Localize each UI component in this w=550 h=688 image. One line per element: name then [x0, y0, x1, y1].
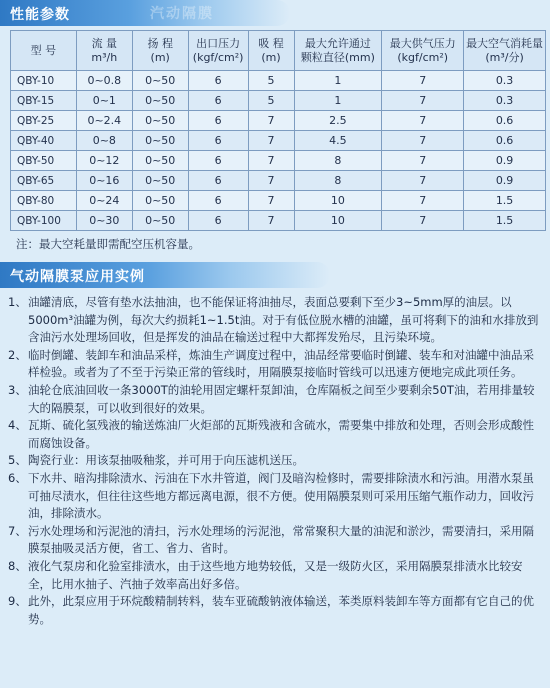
table-cell: 0.6: [464, 131, 546, 151]
table-cell: 7: [382, 171, 464, 191]
application-list: [8, 294, 544, 628]
table-cell: 5: [248, 71, 294, 91]
column-header: [382, 31, 464, 71]
table-cell: 0~30: [76, 211, 132, 231]
column-header-label: 出口压力: [196, 36, 241, 50]
table-cell: 0.9: [464, 171, 546, 191]
table-row: [11, 71, 546, 91]
column-header-label: 流 量: [91, 36, 118, 50]
table-cell: 0.3: [464, 91, 546, 111]
section-title: 气动隔膜泵应用实例: [10, 269, 145, 285]
table-cell: 0~50: [132, 91, 188, 111]
table-cell: 7: [382, 151, 464, 171]
table-cell: 1.5: [464, 211, 546, 231]
table-cell: 7: [248, 111, 294, 131]
table-cell: 2.5: [294, 111, 382, 131]
table-cell: 0~50: [132, 171, 188, 191]
spec-table: [10, 30, 546, 231]
table-cell: 1: [294, 91, 382, 111]
table-cell: 0~24: [76, 191, 132, 211]
table-cell: 7: [248, 151, 294, 171]
table-cell: 6: [188, 191, 248, 211]
model-cell: QBY-80: [11, 191, 77, 211]
table-cell: 7: [248, 211, 294, 231]
table-row: [11, 171, 546, 191]
column-header: [248, 31, 294, 71]
column-header-label: 最大允许通过: [304, 36, 371, 50]
list-item: [8, 523, 544, 558]
table-cell: 8: [294, 171, 382, 191]
list-item-text: 油罐清底，尽管有垫水法抽油，也不能保证将油抽尽，表面总要剩下至少3~5mm厚的油层。以5000m³油罐为例，每次大约损耗1~1.5t油。对于有低位脱水槽的油罐，虽可将剩下的油和水排放到含油污水处理场回收，但是挥发的油品在输送过程中大都挥发殆尽，且污染环境。: [28, 295, 539, 345]
table-cell: 6: [188, 151, 248, 171]
column-header: [11, 31, 77, 71]
table-cell: 0.6: [464, 111, 546, 131]
list-item-text: 下水井、暗沟排除渍水、污油在下水井管道，阀门及暗沟检修时，需要排除渍水和污油。用潜水泵虽可抽尽渍水，但往往这些地方都远离电源，很不方便。使用隔膜泵则可采用压缩气瓶作动力，回收污油，排除渍水。: [28, 470, 534, 521]
list-item: [8, 347, 544, 382]
table-cell: 10: [294, 191, 382, 211]
table-cell: 7: [248, 131, 294, 151]
list-item-text: 污水处理场和污泥池的清扫，污水处理场的污泥池，常常聚积大量的油泥和淤沙，需要清扫，采用隔膜泵抽吸灵活方便，省工、省力、省时。: [28, 523, 534, 556]
table-cell: 6: [188, 131, 248, 151]
table-cell: 4.5: [294, 131, 382, 151]
table-row: [11, 211, 546, 231]
column-header-unit: (m): [150, 50, 170, 64]
column-header: [294, 31, 382, 71]
table-cell: 7: [382, 131, 464, 151]
spec-table-body: [11, 71, 546, 231]
table-cell: 7: [382, 211, 464, 231]
table-cell: 0.9: [464, 151, 546, 171]
list-item-number: 9、: [8, 594, 27, 609]
table-cell: 0~1: [76, 91, 132, 111]
list-item-text: 液化气泵房和化验室排渍水，由于这些地方地势较低，又是一级防火区，采用隔膜泵排渍水比较安全，比用水抽子、汽抽子效率高出好多倍。: [28, 558, 523, 591]
column-header: [76, 31, 132, 71]
table-row: [11, 111, 546, 131]
list-item-text: 陶瓷行业：用该泵抽吸釉浆，并可用于向压滤机送压。: [28, 453, 304, 468]
list-item: [8, 558, 544, 593]
list-item-text: 油轮仓底油回收一条3000T的油轮用固定螺杆泵卸油，仓库隔板之间至少要剩余50T油，若用排量较大的隔膜泵，可以收到很好的效果。: [28, 382, 535, 415]
model-cell: QBY-25: [11, 111, 77, 131]
table-cell: 6: [188, 211, 248, 231]
model-cell: QBY-50: [11, 151, 77, 171]
table-cell: 0~50: [132, 111, 188, 131]
list-item-number: 2、: [8, 347, 27, 362]
model-cell: QBY-15: [11, 91, 77, 111]
table-cell: 7: [248, 171, 294, 191]
table-cell: 7: [382, 111, 464, 131]
column-header-unit: (kgf/cm²): [192, 50, 244, 64]
table-cell: 0~50: [132, 131, 188, 151]
spec-table-header: [11, 31, 546, 71]
list-item: [8, 593, 544, 628]
list-item-number: 3、: [8, 382, 27, 397]
table-cell: 1: [294, 71, 382, 91]
table-cell: 0~0.8: [76, 71, 132, 91]
column-header-unit: (m): [261, 50, 281, 64]
table-cell: 8: [294, 151, 382, 171]
table-cell: 7: [382, 71, 464, 91]
table-cell: 0~12: [76, 151, 132, 171]
list-item: [8, 452, 544, 470]
section-header-applications: [0, 262, 330, 288]
table-cell: 0~50: [132, 71, 188, 91]
section-title-ghost: 汽动隔膜: [150, 6, 214, 22]
column-header: [188, 31, 248, 71]
column-header-unit: m³/h: [91, 50, 118, 64]
column-header-label: 最大空气消耗量: [466, 36, 544, 50]
column-header: [464, 31, 546, 71]
table-note: 注：最大空耗量即需配空压机容量。: [16, 237, 200, 251]
list-item-number: 5、: [8, 453, 27, 468]
model-cell: QBY-10: [11, 71, 77, 91]
list-item-number: 1、: [8, 295, 27, 309]
table-cell: 7: [382, 91, 464, 111]
table-cell: 0~2.4: [76, 111, 132, 131]
list-item-number: 7、: [8, 523, 27, 538]
column-header-label: 最大供气压力: [389, 36, 456, 50]
list-item: [8, 470, 544, 523]
table-cell: 6: [188, 71, 248, 91]
list-item: [8, 382, 544, 417]
table-cell: 0~50: [132, 151, 188, 171]
list-item-text: 瓦斯、硫化氢残液的输送炼油厂火炬部的瓦斯残液和含硫水，需要集中排放和处理，否则会形成酸性而腐蚀设备。: [28, 418, 534, 450]
list-item-text: 此外，此泵应用于环烷酸精制转料，装车亚硫酸钠液体输送，苯类原料装卸车等方面都有它自己的优势。: [28, 594, 534, 626]
table-row: [11, 91, 546, 111]
table-cell: 7: [382, 191, 464, 211]
table-cell: 0~50: [132, 211, 188, 231]
table-row: [11, 191, 546, 211]
column-header-unit: 颗粒直径(mm): [300, 50, 375, 64]
list-item-text: 临时倒罐、装卸车和油品采样，炼油生产调度过程中，油品经常要临时倒罐、装车和对油罐中油品采样检验。或者为了不至于污染正常的管线时，用隔膜泵接临时管线可以迅速方便地完成此项任务。: [28, 347, 534, 380]
model-cell: QBY-100: [11, 211, 77, 231]
table-cell: 0~8: [76, 131, 132, 151]
section-title: 性能参数: [10, 7, 70, 23]
column-header-label: 扬 程: [147, 36, 173, 50]
table-cell: 6: [188, 91, 248, 111]
column-header-unit: (m³/分): [485, 50, 524, 64]
table-cell: 0~16: [76, 171, 132, 191]
list-item: [8, 417, 544, 452]
table-cell: 7: [248, 191, 294, 211]
table-cell: 6: [188, 171, 248, 191]
list-item-number: 4、: [8, 418, 27, 433]
list-item-number: 6、: [8, 470, 27, 485]
table-row: [11, 151, 546, 171]
column-header: [132, 31, 188, 71]
list-item: [8, 294, 544, 347]
model-cell: QBY-40: [11, 131, 77, 151]
model-cell: QBY-65: [11, 171, 77, 191]
column-header-unit: (kgf/cm²): [397, 50, 449, 64]
table-cell: 0.3: [464, 71, 546, 91]
table-row: [11, 131, 546, 151]
column-header-label: 吸 程: [258, 36, 284, 50]
table-cell: 6: [188, 111, 248, 131]
section-header-performance: [0, 0, 290, 26]
column-header-label: 型 号: [30, 43, 57, 57]
list-item-number: 8、: [8, 558, 27, 573]
table-cell: 10: [294, 211, 382, 231]
table-cell: 1.5: [464, 191, 546, 211]
table-cell: 0~50: [132, 191, 188, 211]
table-cell: 5: [248, 91, 294, 111]
